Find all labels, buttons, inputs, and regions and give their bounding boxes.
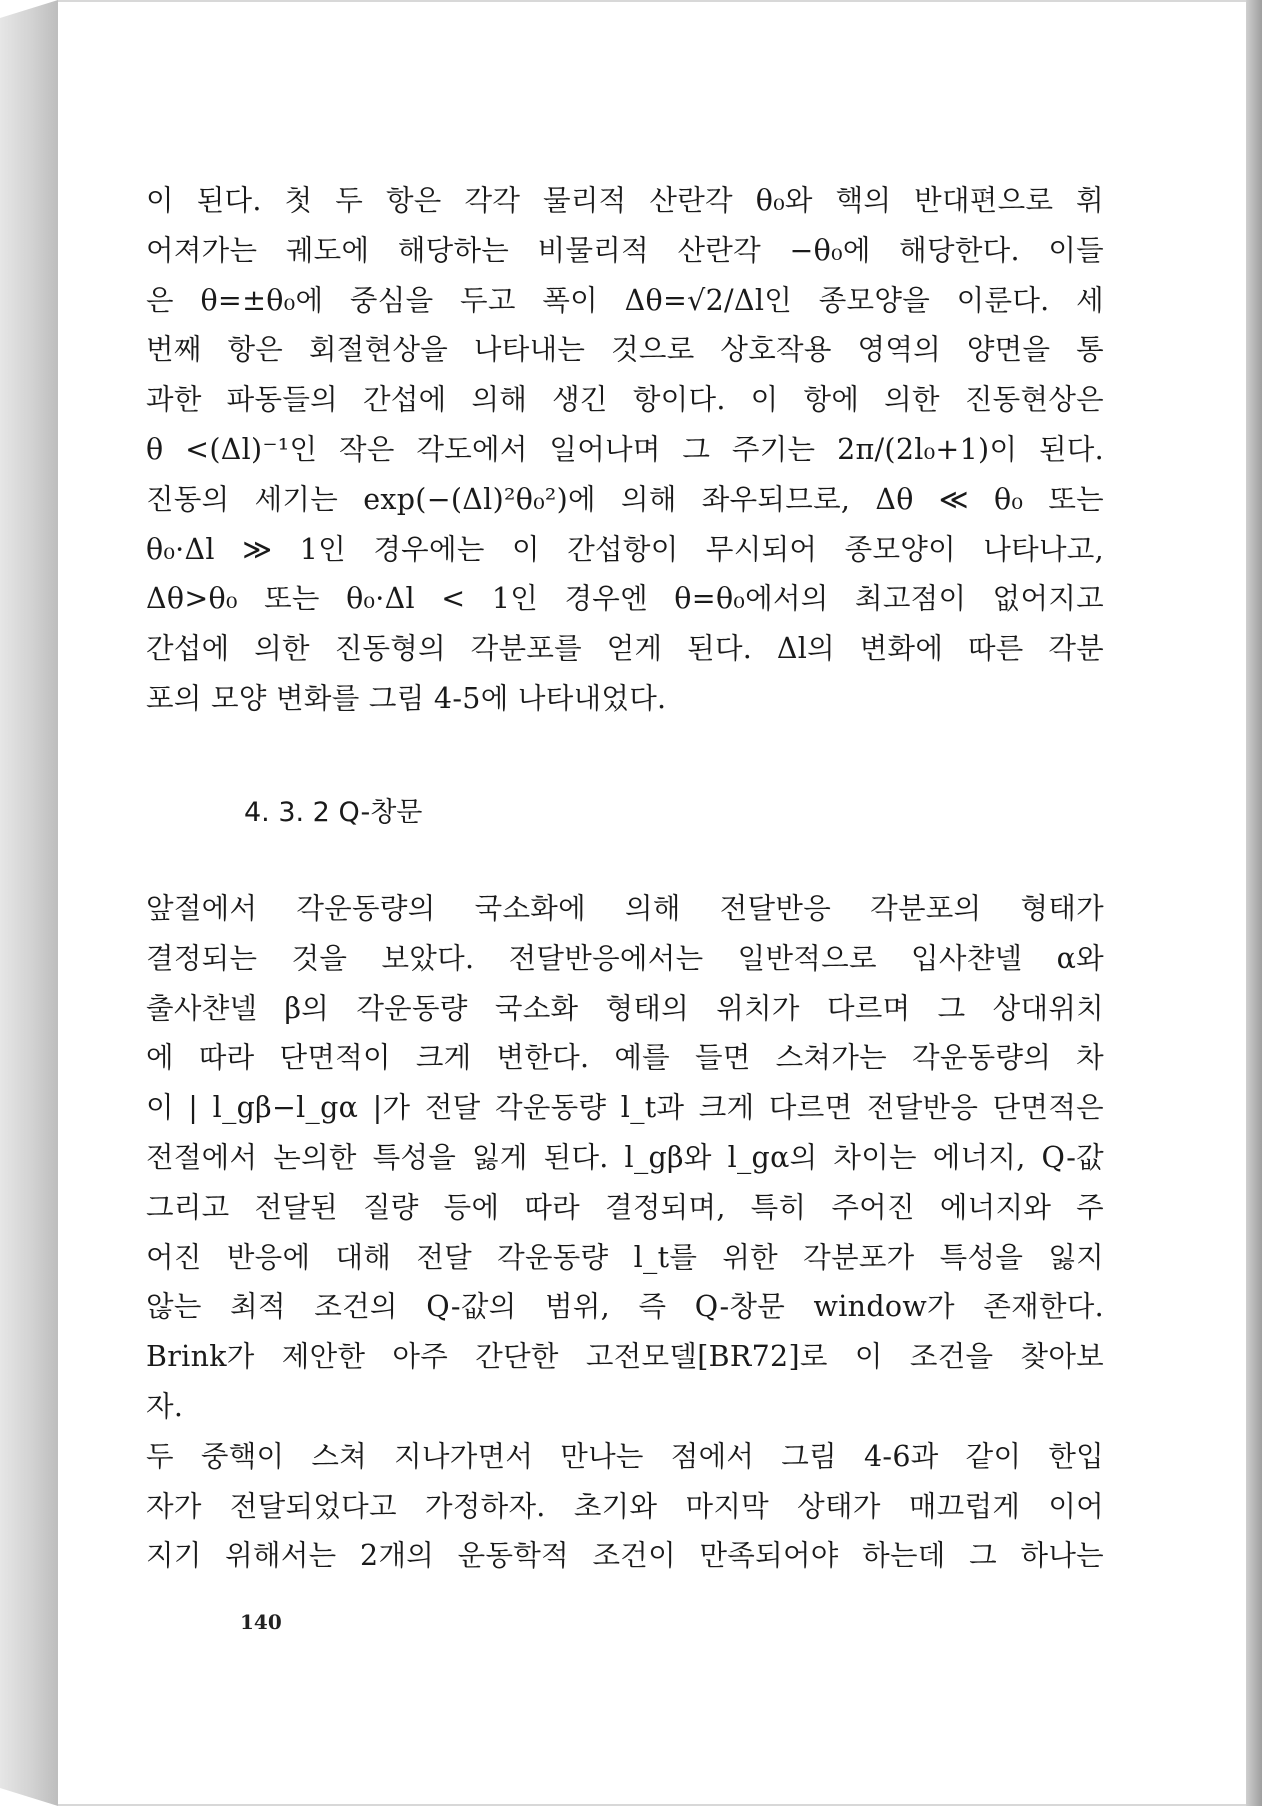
text-line: 번째 항은 회절현상을 나타내는 것으로 상호작용 영역의 양면을 통 [146,333,1104,367]
text-line: Δθ>θ₀ 또는 θ₀·Δl < 1인 경우엔 θ=θ₀에서의 최고점이 없어지고 [146,582,1104,616]
book-left-edge [0,0,58,1806]
text-line: 결정되는 것을 보았다. 전달반응에서는 일반적으로 입사챤넬 α와 [146,941,1104,975]
text-line: 어져가는 궤도에 해당하는 비물리적 산란각 −θ₀에 해당한다. 이들 [146,233,1104,267]
text-line: 지기 위해서는 2개의 운동학적 조건이 만족되어야 하는데 그 하나는 [146,1539,1104,1573]
top-paragraph-block [146,176,1104,724]
text-line: 포의 모양 변화를 그림 4-5에 나타내었다. [146,681,667,715]
text-line: 과한 파동들의 간섭에 의해 생긴 항이다. 이 항에 의한 진동현상은 [146,383,1104,417]
text-line: 그리고 전달된 질량 등에 따라 결정되며, 특히 주어진 에너지와 주 [146,1190,1104,1224]
text-line: 자가 전달되었다고 가정하자. 초기와 마지막 상태가 매끄럽게 이어 [146,1489,1104,1523]
text-line: 간섭에 의한 진동형의 각분포를 얻게 된다. Δl의 변화에 따른 각분 [146,632,1104,666]
text-line: 전절에서 논의한 특성을 잃게 된다. l_gβ와 l_gα의 차이는 에너지, Q-값 [146,1140,1104,1174]
text-line: 이 된다. 첫 두 항은 각각 물리적 산란각 θ₀와 핵의 반대편으로 휘 [146,184,1104,217]
section-heading: 4. 3. 2 Q-창문 [244,797,423,828]
text-line: 자. [146,1389,184,1423]
bottom-paragraph-block [146,884,1104,1581]
text-line: 어진 반응에 대해 전달 각운동량 l_t를 위한 각분포가 특성을 잃지 [146,1240,1104,1274]
text-line: 에 따라 단면적이 크게 변한다. 예를 들면 스쳐가는 각운동량의 차 [146,1041,1104,1075]
text-line: Brink가 제안한 아주 간단한 고전모델[BR72]로 이 조건을 찾아보 [146,1340,1104,1374]
text-line: 이 | l_gβ−l_gα |가 전달 각운동량 l_t과 크게 다르면 전달반응 단면적은 [146,1091,1104,1125]
book-right-edge [1246,0,1262,1806]
text-line: 두 중핵이 스쳐 지나가면서 만나는 점에서 그림 4-6과 같이 한입 [146,1439,1104,1473]
text-line: 은 θ=±θ₀에 중심을 두고 폭이 Δθ=√2/Δl인 종모양을 이룬다. 세 [146,283,1104,317]
text-line: θ₀·Δl ≫ 1인 경우에는 이 간섭항이 무시되어 종모양이 나타나고, [146,532,1104,566]
text-line: 출사챤넬 β의 각운동량 국소화 형태의 위치가 다르며 그 상대위치 [146,991,1104,1025]
text-line: θ <(Δl)⁻¹인 작은 각도에서 일어나며 그 주기는 2π/(2l₀+1)이 된다. [146,432,1104,466]
text-line: 진동의 세기는 exp(−(Δl)²θ₀²)에 의해 좌우되므로, Δθ ≪ θ₀ 또는 [146,482,1104,516]
text-line: 앞절에서 각운동량의 국소화에 의해 전달반응 각분포의 형태가 [146,892,1104,925]
text-line: 않는 최적 조건의 Q-값의 범위, 즉 Q-창문 window가 존재한다. [146,1290,1104,1324]
page-number: 140 [240,1610,282,1634]
